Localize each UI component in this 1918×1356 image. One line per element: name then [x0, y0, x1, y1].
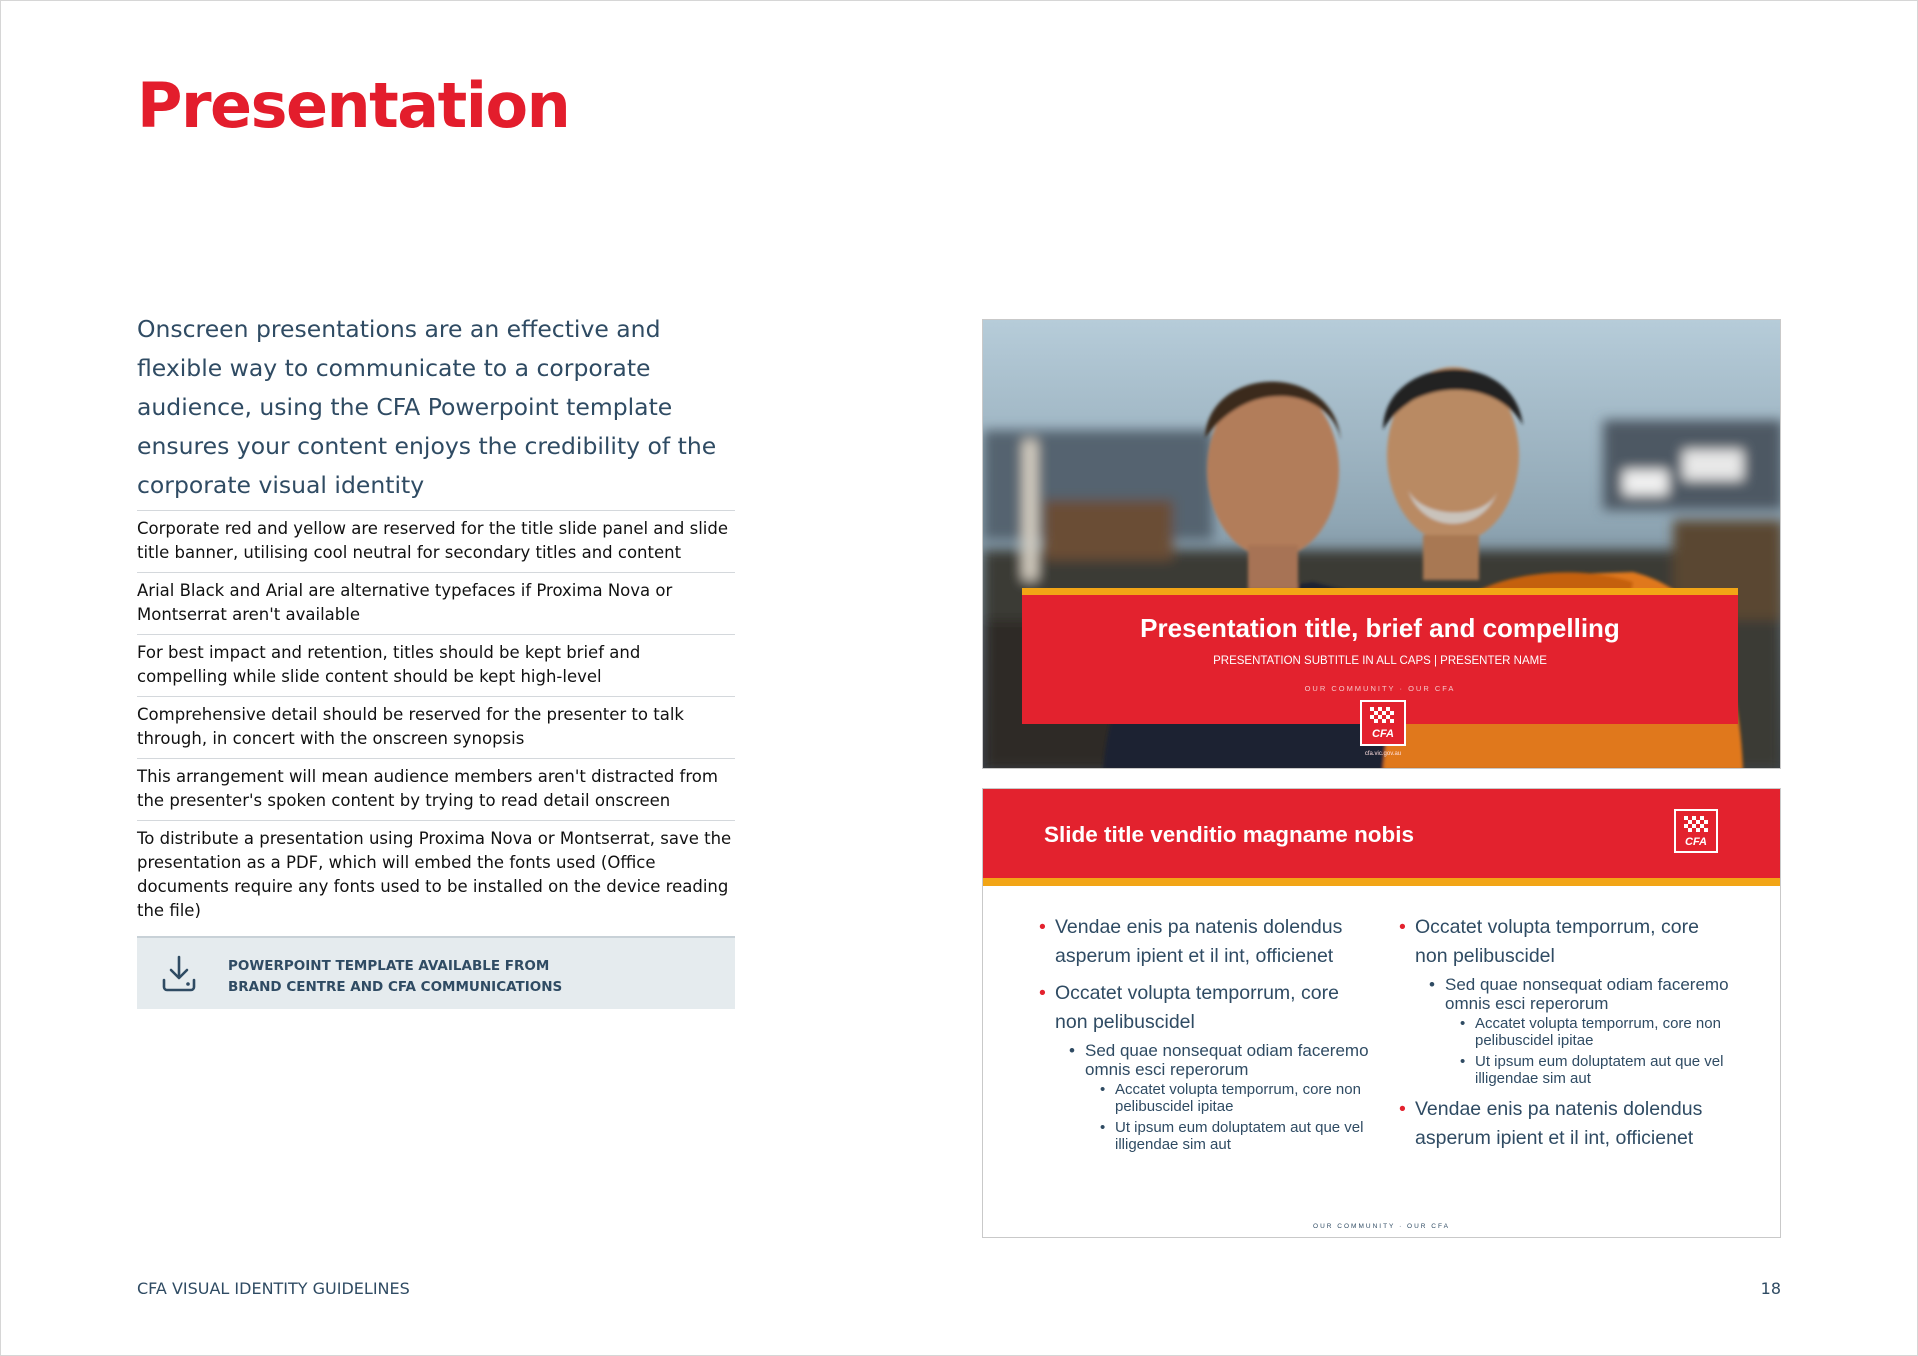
bullet-level-3: • Accatet volupta temporrum, core non pelibuscidel ipitae [1039, 1081, 1369, 1115]
cfa-logo-text: CFA [1372, 728, 1394, 740]
guideline-item: For best impact and retention, titles should be kept brief and compelling while slide content should be kept high-level [137, 634, 735, 696]
page-title: Presentation [137, 69, 570, 142]
bullet-level-1: • Vendae enis pa natenis dolendus asperum ipient et il int, officienet [1039, 913, 1369, 971]
guideline-item: This arrangement will mean audience members aren't distracted from the presenter's spoken content by trying to read detail onscreen [137, 758, 735, 820]
bullet-level-1: • Occatet volupta temporrum, core non pelibuscidel [1399, 913, 1729, 971]
guideline-item: To distribute a presentation using Proxima Nova or Montserrat, save the presentation as a PDF, which will embed the fonts used (Office documents require any fonts used to be installed on the device reading the file) [137, 820, 735, 930]
guideline-item: Arial Black and Arial are alternative typefaces if Proxima Nova or Montserrat aren't available [137, 572, 735, 634]
bullet-level-1: • Occatet volupta temporrum, core non pelibuscidel [1039, 979, 1369, 1037]
cfa-checker-icon [1362, 702, 1404, 744]
content-slide-title: Slide title venditio magname nobis [1044, 822, 1415, 847]
title-slide-subtitle: PRESENTATION SUBTITLE IN ALL CAPS | PRESENTER NAME [1213, 655, 1547, 667]
footer-document-title: CFA VISUAL IDENTITY GUIDELINES [137, 1279, 410, 1298]
content-column-left [1039, 913, 1369, 1157]
template-availability-note [137, 936, 735, 1009]
title-slide-example [982, 319, 1781, 769]
content-column-right [1399, 913, 1729, 1161]
guideline-item: Comprehensive detail should be reserved for the presenter to talk through, in concert with the onscreen synopsis [137, 696, 735, 758]
content-slide-footer: OUR COMMUNITY · OUR CFA [1313, 1223, 1450, 1230]
download-icon [158, 953, 200, 995]
cfa-logo [1360, 700, 1406, 746]
bullet-level-2: • Sed quae nonsequat odiam faceremo omnis esci reperorum [1399, 975, 1729, 1013]
bullet-level-3: • Ut ipsum eum doluptatem aut que vel illigendae sim aut [1399, 1053, 1729, 1087]
bullet-level-3: • Accatet volupta temporrum, core non pelibuscidel ipitae [1399, 1015, 1729, 1049]
bullet-level-3: • Ut ipsum eum doluptatem aut que vel illigendae sim aut [1039, 1119, 1369, 1153]
bullet-level-1: • Vendae enis pa natenis dolendus asperum ipient et il int, officienet [1399, 1095, 1729, 1153]
slide-title-banner [983, 789, 1780, 886]
title-slide-tagline: OUR COMMUNITY · OUR CFA [1304, 684, 1456, 693]
template-note-text [228, 956, 562, 998]
template-note-line: BRAND CENTRE AND CFA COMMUNICATIONS [228, 979, 563, 995]
cfa-logo-text: CFA [1685, 836, 1707, 848]
intro-paragraph: Onscreen presentations are an effective and flexible way to communicate to a corporate audience, using the CFA Powerpoint template ensures your content enjoys the credibility of the corporate visual identity [137, 315, 717, 499]
cfa-url: cfa.vic.gov.au [1364, 751, 1402, 757]
cfa-logo [1674, 809, 1718, 853]
cfa-checker-icon [1676, 811, 1716, 851]
footer-page-number: 18 [1760, 1279, 1781, 1298]
guidelines-list [137, 510, 735, 930]
guideline-item: Corporate red and yellow are reserved for the title slide panel and slide title banner, utilising cool neutral for secondary titles and content [137, 510, 735, 572]
bullet-level-2: • Sed quae nonsequat odiam faceremo omnis esci reperorum [1039, 1041, 1369, 1079]
template-note-line: POWERPOINT TEMPLATE AVAILABLE FROM [228, 958, 550, 974]
title-slide-title: Presentation title, brief and compelling [1140, 613, 1620, 643]
content-slide-example [982, 788, 1781, 1238]
